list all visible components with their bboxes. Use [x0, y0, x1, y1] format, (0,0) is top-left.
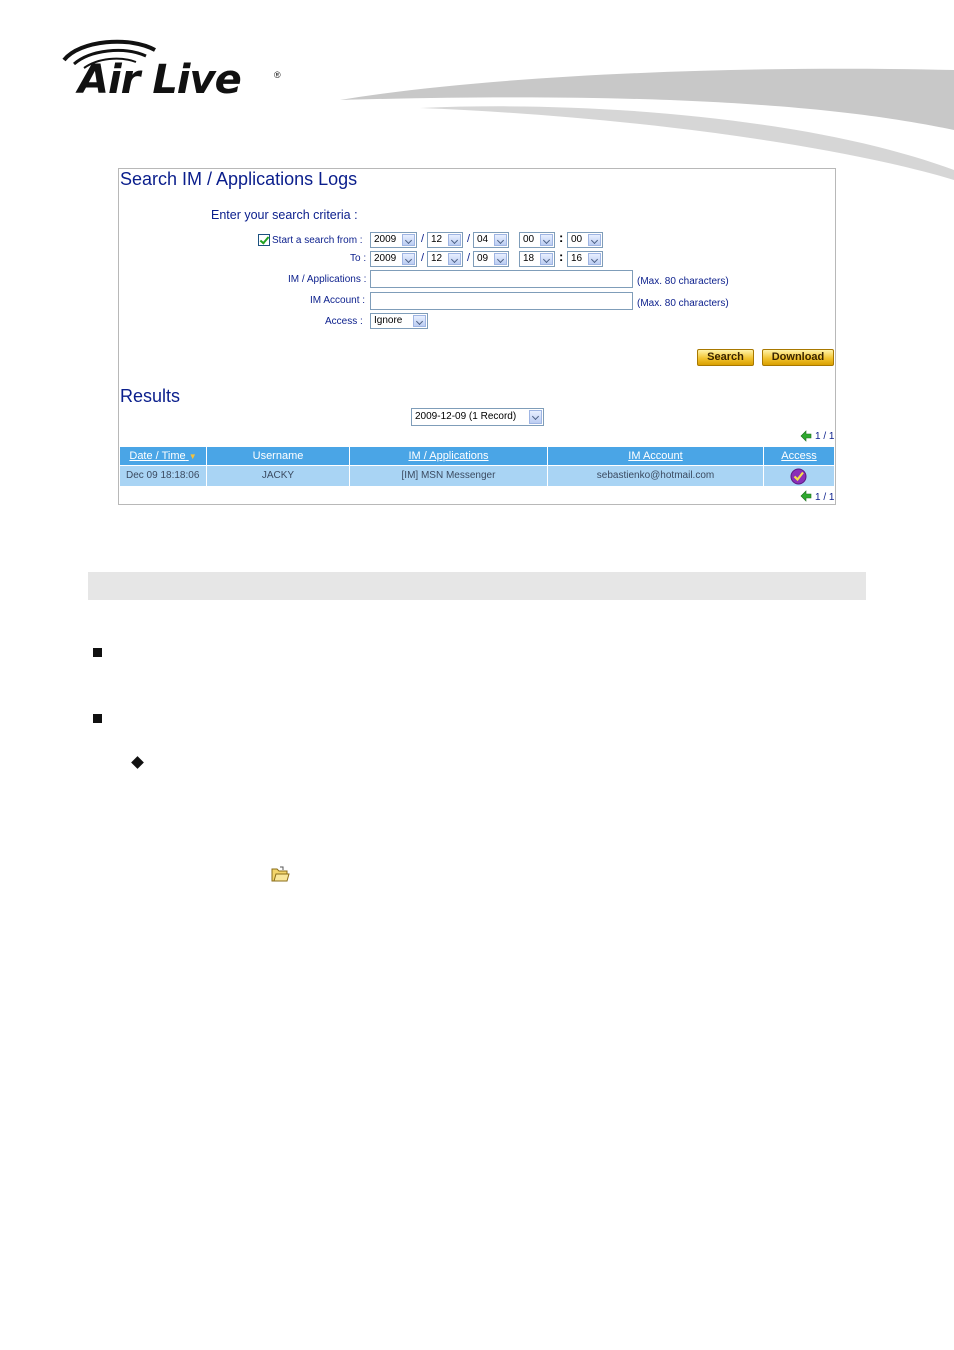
time-separator: : — [559, 249, 564, 264]
section-bar — [88, 572, 866, 600]
chevron-down-icon — [494, 234, 507, 246]
chevron-down-icon — [494, 253, 507, 265]
chevron-down-icon — [588, 234, 601, 246]
date-separator: / — [467, 252, 471, 264]
table-row-access — [764, 466, 834, 486]
criteria-label: Enter your search criteria : — [211, 208, 358, 222]
to-year-select[interactable]: 2009 — [370, 251, 417, 267]
start-day-select[interactable]: 04 — [473, 232, 509, 248]
col-header-im-applications[interactable]: IM / Applications — [350, 447, 547, 465]
im-account-label: IM Account : — [310, 295, 366, 306]
im-app-label: IM / Applications : — [288, 274, 367, 285]
chevron-down-icon — [540, 234, 553, 246]
chevron-down-icon — [448, 253, 461, 265]
chevron-down-icon — [402, 253, 415, 265]
col-header-datetime[interactable]: Date / Time ▼ — [120, 447, 206, 465]
col-header-im-account[interactable]: IM Account — [548, 447, 763, 465]
to-day-select[interactable]: 09 — [473, 251, 509, 267]
registered-mark: ® — [274, 70, 281, 80]
results-title: Results — [120, 386, 181, 406]
pager-top: 1 / 1 — [815, 431, 835, 442]
chevron-down-icon — [402, 234, 415, 246]
page-title: Search IM / Applications Logs — [120, 169, 358, 189]
folder-icon — [271, 866, 290, 883]
col-header-username: Username — [207, 447, 349, 465]
im-account-note: (Max. 80 characters) — [637, 298, 729, 309]
header-swoosh — [340, 60, 954, 180]
start-month-select[interactable]: 12 — [427, 232, 463, 248]
table-row-username: JACKY — [207, 466, 349, 486]
diamond-bullet-icon — [131, 756, 144, 769]
chevron-down-icon — [588, 253, 601, 265]
im-app-input[interactable] — [370, 270, 633, 288]
access-select[interactable]: Ignore — [370, 313, 428, 329]
square-bullet-icon — [93, 714, 102, 723]
to-label: To : — [350, 253, 367, 264]
to-hour-select[interactable]: 18 — [519, 251, 555, 267]
start-hour-select[interactable]: 00 — [519, 232, 555, 248]
sort-desc-icon: ▼ — [188, 452, 197, 461]
access-label: Access : — [325, 316, 363, 327]
time-separator: : — [559, 230, 564, 245]
allow-check-icon[interactable] — [790, 468, 807, 485]
to-minute-select[interactable]: 16 — [567, 251, 603, 267]
chevron-down-icon — [413, 315, 426, 327]
start-year-select[interactable]: 2009 — [370, 232, 417, 248]
start-minute-select[interactable]: 00 — [567, 232, 603, 248]
date-separator: / — [467, 233, 471, 245]
start-search-label: Start a search from : — [272, 235, 363, 246]
download-button[interactable]: Download — [762, 349, 834, 366]
green-arrow-icon[interactable] — [800, 490, 812, 502]
chevron-down-icon — [540, 253, 553, 265]
col-header-access[interactable]: Access — [764, 447, 834, 465]
table-row-account: sebastienko@hotmail.com — [548, 466, 763, 486]
pager-bottom: 1 / 1 — [815, 492, 835, 503]
green-arrow-icon[interactable] — [800, 430, 812, 442]
im-account-input[interactable] — [370, 292, 633, 310]
im-app-note: (Max. 80 characters) — [637, 276, 729, 287]
square-bullet-icon — [93, 648, 102, 657]
result-date-select[interactable]: 2009-12-09 (1 Record) — [411, 408, 544, 426]
to-month-select[interactable]: 12 — [427, 251, 463, 267]
chevron-down-icon — [529, 410, 542, 424]
start-search-checkbox[interactable] — [258, 234, 270, 246]
table-row-application: [IM] MSN Messenger — [350, 466, 547, 486]
table-row-datetime: Dec 09 18:18:06 — [120, 466, 206, 486]
chevron-down-icon — [448, 234, 461, 246]
date-separator: / — [421, 233, 425, 245]
date-separator: / — [421, 252, 425, 264]
airlive-logo: Air Live — [78, 57, 241, 103]
search-button[interactable]: Search — [697, 349, 754, 366]
